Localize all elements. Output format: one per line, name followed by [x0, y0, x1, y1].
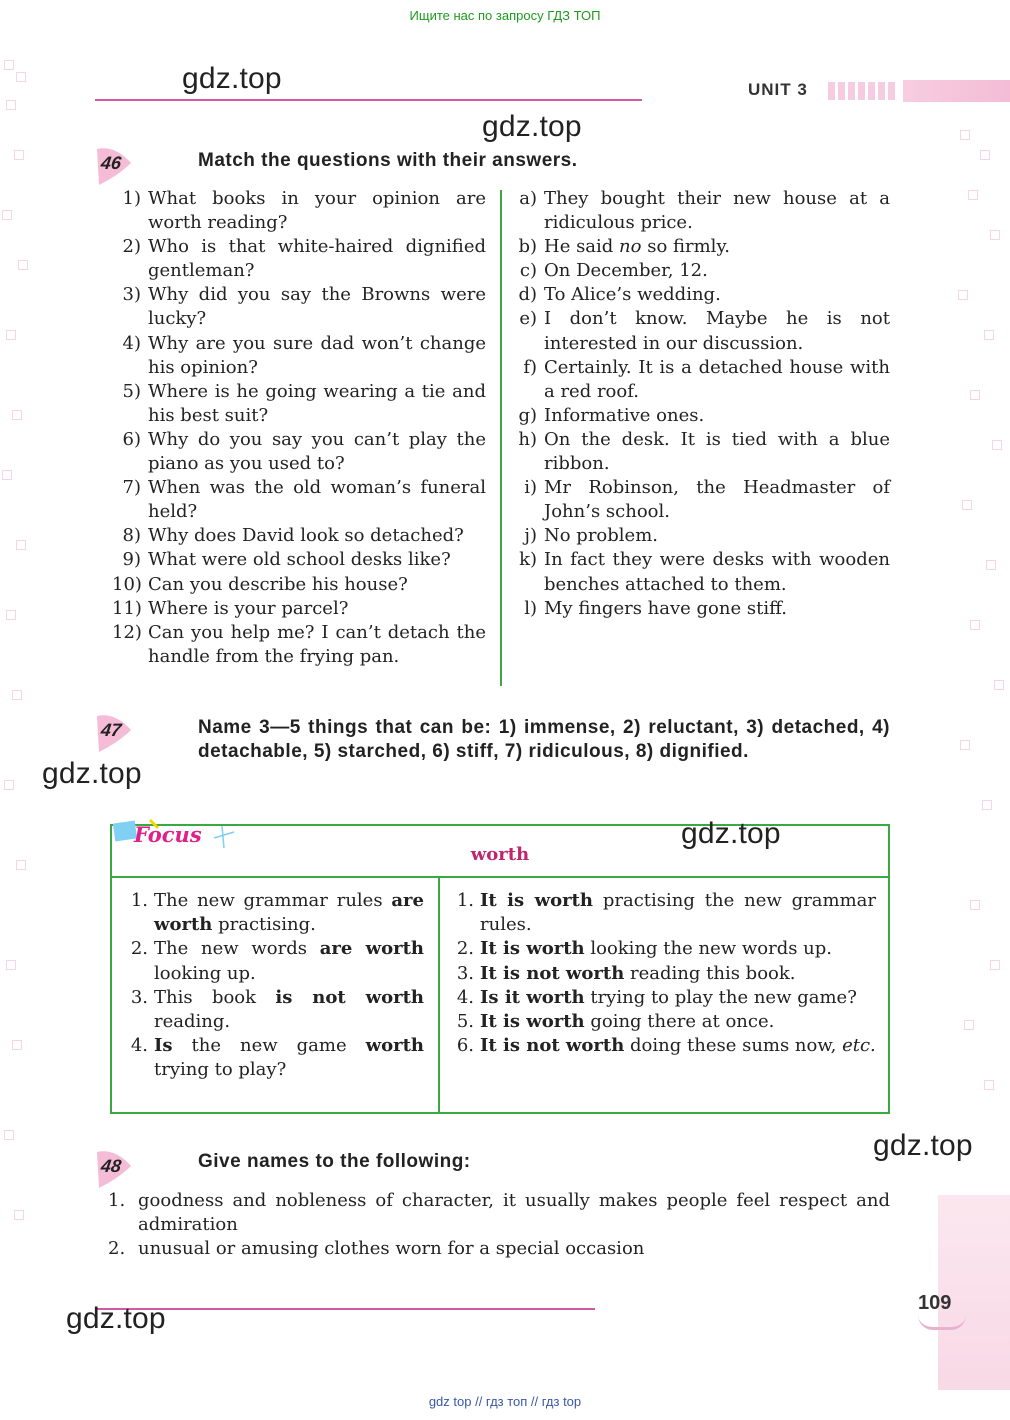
item-text: They bought their new house at a ridiculous price. — [544, 188, 890, 234]
item-number: e) — [519, 308, 537, 330]
answer-item — [508, 524, 890, 548]
unit-bar — [903, 80, 1010, 102]
task-46-badge — [95, 145, 133, 185]
example-text-part: reading this book. — [624, 962, 796, 984]
item-text: What books in your opinion are worth reading? — [148, 188, 486, 234]
example-text-part: going there at once. — [584, 1011, 775, 1033]
task-48-list — [108, 1189, 890, 1261]
example-text-part: looking up. — [154, 962, 256, 984]
example-number: 3. — [130, 986, 148, 1008]
item-number: j) — [524, 525, 537, 547]
item-text: When was the old woman’s funeral held? — [148, 477, 486, 523]
task-number: 47 — [99, 720, 123, 740]
example-text — [480, 937, 876, 961]
focus-left-column — [126, 889, 424, 1083]
page-number-swoosh — [918, 1315, 966, 1330]
focus-example — [126, 937, 424, 985]
focus-column-divider — [438, 878, 440, 1114]
focus-example — [452, 937, 876, 961]
example-number: 4. — [456, 986, 474, 1008]
task-47-badge — [95, 712, 133, 752]
example-bold: Is — [154, 1035, 173, 1057]
page-number: 109 — [918, 1292, 952, 1314]
example-bold: are worth — [319, 938, 424, 960]
item-number: 6) — [122, 428, 141, 450]
item-text: Certainly. It is a detached house with a red roof. — [544, 356, 890, 402]
item-number: 3) — [122, 284, 141, 306]
item-number: h) — [518, 428, 537, 450]
watermark: gdz.top — [873, 1129, 973, 1162]
header-rule — [95, 99, 642, 101]
answer-item — [508, 356, 890, 404]
answer-item — [508, 235, 890, 259]
item-number: 7) — [122, 477, 141, 499]
example-text — [154, 1034, 424, 1082]
item-text: I don’t know. Maybe he is not interested in our discussion. — [544, 308, 890, 354]
item-text: What were old school desks like? — [148, 549, 451, 571]
question-item — [112, 235, 486, 283]
item-number: c) — [519, 260, 537, 282]
question-item — [112, 283, 486, 331]
answer-item — [508, 428, 890, 476]
item-number: 1) — [122, 188, 141, 209]
example-bold: Is it worth — [480, 986, 585, 1008]
task-48-badge — [95, 1148, 133, 1188]
example-text — [154, 889, 424, 937]
example-text-part: trying to play? — [154, 1059, 287, 1081]
focus-example — [126, 986, 424, 1034]
example-text-part: looking the new words up. — [584, 938, 833, 960]
top-banner: Ищите нас по запросу ГДЗ ТОП — [409, 8, 601, 23]
task-48-title: Give names to the following: — [198, 1151, 471, 1172]
item-number: i) — [524, 477, 537, 499]
unit-dots — [828, 82, 898, 100]
item-text: Why are you sure dad won’t change his opinion? — [148, 332, 486, 378]
item-number: 2) — [122, 236, 141, 258]
task-number: 46 — [99, 153, 123, 173]
item-number: b) — [518, 236, 537, 258]
example-text — [480, 962, 876, 986]
example-text — [480, 1010, 876, 1034]
task-number: 48 — [99, 1156, 123, 1176]
item-text: Where is your parcel? — [148, 597, 349, 619]
answer-item — [508, 476, 890, 524]
focus-word: worth — [470, 844, 530, 865]
focus-right-column — [452, 889, 876, 1058]
focus-example — [452, 1010, 876, 1034]
example-text — [154, 937, 424, 985]
item-text: On December, 12. — [544, 260, 708, 282]
watermark: gdz.top — [681, 817, 781, 850]
focus-example — [126, 1034, 424, 1082]
focus-box — [110, 824, 890, 1114]
item-number: g) — [518, 404, 537, 426]
unit-header — [748, 80, 1010, 102]
example-text-part: The new grammar rules — [154, 890, 392, 911]
question-item — [112, 621, 486, 669]
example-text-part: reading. — [154, 1011, 231, 1033]
item-number: 2. — [108, 1238, 126, 1260]
example-text-part: The new words — [154, 938, 320, 960]
item-number: 5) — [122, 380, 141, 402]
item-text: Can you help me? I can’t detach the handle from the frying pan. — [148, 621, 486, 667]
item-text: goodness and nobleness of character, it usually makes people feel respect and admiration — [138, 1190, 890, 1236]
item-number: 10) — [112, 573, 142, 595]
answer-item — [508, 307, 890, 355]
example-number: 3. — [456, 962, 474, 984]
example-number: 2. — [130, 938, 148, 960]
left-decoration — [0, 0, 40, 1400]
watermark: gdz.top — [182, 62, 282, 95]
example-text — [154, 986, 424, 1034]
unit-label: UNIT 3 — [748, 80, 808, 99]
example-number: 2. — [456, 938, 474, 960]
watermark: gdz.top — [66, 1302, 166, 1335]
footer: gdz top // гдз топ // гдз top — [428, 1394, 582, 1409]
question-item — [112, 476, 486, 524]
example-number: 1. — [130, 890, 148, 911]
question-item — [112, 573, 486, 597]
example-text — [480, 986, 876, 1010]
emphasis: no — [619, 236, 642, 258]
questions-column — [112, 187, 486, 669]
item-text: unusual or amusing clothes worn for a special occasion — [138, 1238, 645, 1260]
item-number: 11) — [112, 597, 142, 619]
watermark: gdz.top — [42, 757, 142, 790]
item-number: a) — [519, 188, 537, 209]
example-bold: It is worth — [480, 938, 585, 960]
answer-item — [508, 259, 890, 283]
item-text: Who is that white-haired dignified gentleman? — [148, 236, 486, 282]
task-46-title: Match the questions with their answers. — [198, 150, 578, 171]
item-text: My fingers have gone stiff. — [544, 597, 787, 619]
question-item — [112, 332, 486, 380]
focus-example — [452, 962, 876, 986]
focus-example — [452, 889, 876, 937]
item-number: k) — [519, 549, 537, 571]
column-divider — [500, 190, 502, 686]
item-number: d) — [518, 284, 537, 306]
focus-example — [452, 1034, 876, 1058]
example-text-part: practising the new grammar rules. — [480, 890, 876, 936]
item-text: Can you describe his house? — [148, 573, 408, 595]
answer-item — [508, 404, 890, 428]
item-text: In fact they were desks with wooden benches attached to them. — [544, 549, 890, 595]
item-text: He said no so firmly. — [544, 236, 730, 258]
item-text: Informative ones. — [544, 404, 705, 426]
question-item — [112, 380, 486, 428]
example-number: 6. — [456, 1035, 474, 1057]
definition-item — [108, 1189, 890, 1237]
focus-example — [126, 889, 424, 937]
example-bold: It is worth — [480, 890, 593, 911]
example-text-part: trying to play the new game? — [584, 986, 857, 1008]
answers-column — [508, 187, 890, 621]
item-number: 9) — [122, 549, 141, 571]
item-text: Why do you say you can’t play the piano as you used to? — [148, 428, 486, 475]
item-number: f) — [523, 356, 537, 378]
example-bold: are worth — [154, 890, 424, 936]
example-text — [480, 1034, 876, 1058]
answer-item — [508, 597, 890, 621]
focus-header-line — [112, 876, 888, 878]
example-number: 4. — [130, 1035, 148, 1057]
example-italic: etc. — [842, 1035, 876, 1057]
item-text: No problem. — [544, 525, 658, 547]
item-number: l) — [524, 597, 537, 619]
example-text-part: doing these sums now, — [624, 1035, 843, 1057]
item-text: Mr Robinson, the Headmaster of John’s school. — [544, 477, 890, 523]
question-item — [112, 187, 486, 235]
example-text-part: This book — [154, 986, 276, 1008]
example-bold: It is not worth — [480, 962, 625, 984]
example-text-part: the new game — [172, 1035, 366, 1057]
answer-item — [508, 548, 890, 596]
item-text: To Alice’s wedding. — [544, 284, 721, 306]
item-text: Where is he going wearing a tie and his best suit? — [148, 380, 486, 426]
example-number: 1. — [456, 890, 474, 911]
example-bold: is not worth — [275, 986, 424, 1008]
definition-item — [108, 1237, 890, 1261]
answer-item — [508, 187, 890, 235]
task-47-text: Name 3—5 things that can be: 1) immense, 2) reluctant, 3) detached, 4) detachable, 5) starched, 6) stiff, 7) ridiculous, 8) dignified. — [198, 717, 890, 762]
focus-logo-text: Focus — [134, 822, 202, 847]
example-text — [480, 889, 876, 937]
question-item — [112, 548, 486, 572]
item-text: Why did you say the Browns were lucky? — [148, 284, 486, 330]
item-text: Why does David look so detached? — [148, 525, 464, 547]
question-item — [112, 428, 486, 476]
question-item — [112, 524, 486, 548]
example-bold: It is worth — [480, 1011, 585, 1033]
item-number: 4) — [122, 332, 141, 354]
footer-rule — [95, 1308, 595, 1310]
example-text-part: practising. — [212, 914, 316, 936]
example-bold: It is not worth — [480, 1035, 625, 1057]
example-bold: worth — [365, 1035, 424, 1057]
right-decoration — [940, 0, 1010, 1400]
watermark: gdz.top — [482, 110, 582, 143]
item-text: On the desk. It is tied with a blue ribbon. — [544, 428, 890, 475]
item-number: 1. — [108, 1190, 126, 1211]
example-number: 5. — [456, 1011, 474, 1033]
item-number: 12) — [112, 621, 142, 643]
focus-example — [452, 986, 876, 1010]
item-number: 8) — [122, 525, 141, 547]
question-item — [112, 597, 486, 621]
answer-item — [508, 283, 890, 307]
